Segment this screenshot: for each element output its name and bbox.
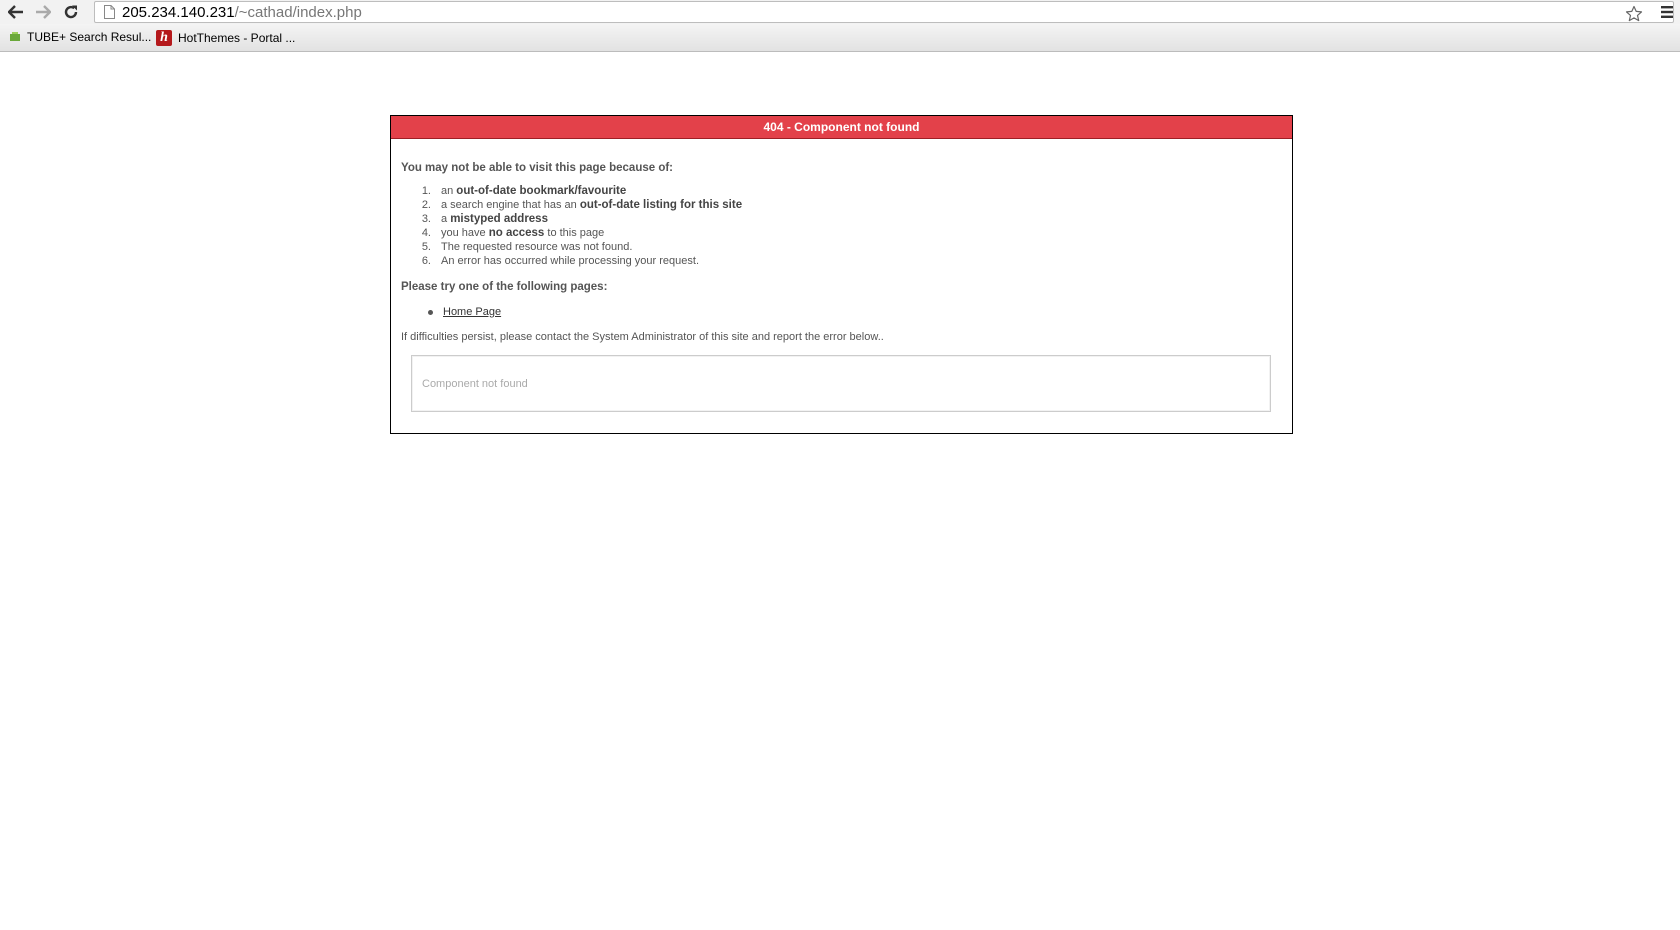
address-bar[interactable] [94, 1, 1674, 23]
reload-button[interactable] [61, 2, 81, 22]
list-item [401, 306, 501, 318]
bookmark-tube-search[interactable] [9, 30, 151, 44]
back-button[interactable] [6, 2, 26, 22]
reason-item: 6. An error has occurred while processing your request. [421, 255, 700, 267]
bookmark-star-icon[interactable] [1625, 5, 1643, 23]
bookmark-label: TUBE+ Search Resul... [27, 30, 152, 44]
persist-note: If difficulties persist, please contact the System Administrator of this site and report the error below.. [401, 331, 884, 343]
error-message: Component not found [422, 378, 528, 390]
chrome-menu-icon[interactable] [1660, 5, 1674, 19]
tube-favicon-icon [9, 31, 21, 43]
url-path: /~cathad/index.php [234, 3, 362, 21]
reason-item: 4. you have no access to this page [421, 227, 605, 239]
back-arrow-icon [8, 5, 24, 19]
hotthemes-favicon-icon: h [156, 30, 172, 46]
bullet-icon [428, 310, 433, 315]
reload-icon [63, 4, 79, 20]
error-title: 404 - Component not found [391, 116, 1292, 139]
url-text [122, 4, 362, 21]
reason-item: 2. a search engine that has an out-of-date listing for this site [421, 199, 743, 211]
url-host: 205.234.140.231 [122, 3, 235, 21]
error-lead-text: You may not be able to visit this page because of: [401, 162, 674, 174]
reason-item: 3. a mistyped address [421, 213, 548, 225]
browser-toolbar [0, 0, 1680, 24]
forward-button[interactable] [33, 2, 53, 22]
error-panel [390, 115, 1293, 434]
bookmarks-bar [0, 24, 1680, 52]
bookmark-hotthemes[interactable] [156, 30, 295, 46]
home-page-link[interactable]: Home Page [443, 306, 502, 318]
bookmark-label: HotThemes - Portal ... [178, 31, 296, 45]
reasons-list [401, 184, 742, 268]
reason-item: 5. The requested resource was not found. [421, 241, 633, 253]
try-pages-heading: Please try one of the following pages: [401, 281, 608, 293]
error-message-box [411, 355, 1271, 412]
reason-item: 1. an out-of-date bookmark/favourite [421, 185, 627, 197]
forward-arrow-icon [35, 5, 51, 19]
suggested-pages-list [401, 306, 501, 318]
page-icon [102, 4, 116, 20]
